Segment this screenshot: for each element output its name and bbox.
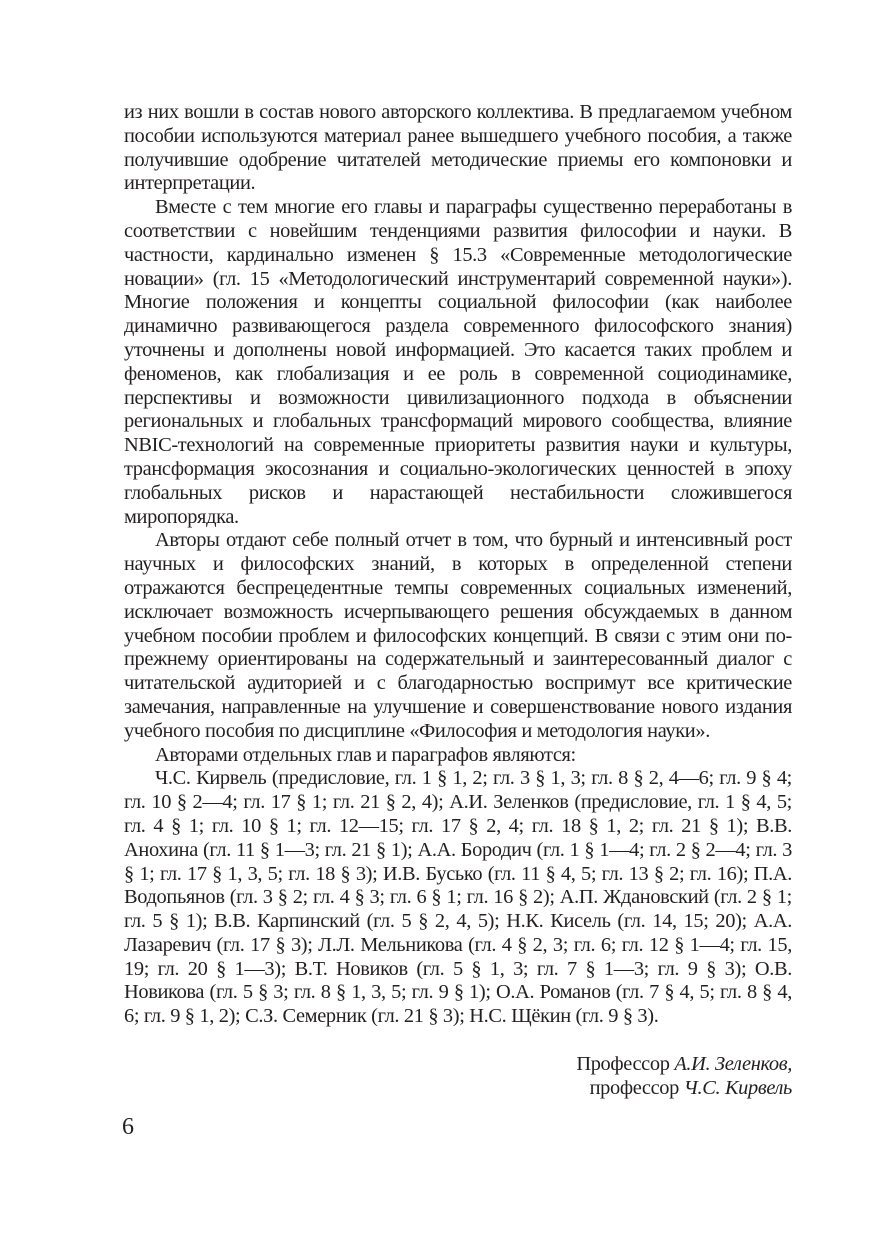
signature-line-2 [576,1076,792,1100]
paragraph-authors-note: Авторы отдают себе полный отчет в том, что бурный и интенсивный рост научных и философских знаний, в которых в определенной степени отражаются беспрецедентные темпы современных социальных изменений, исключает возможность исчерпывающего решения обсуждаемых в данном учебном пособии проблем и философских концепций. В связи с этим они по-прежнему ориентированы на содержательный и заинтересованный диалог с читательской аудиторией и с благодарностью воспримут все критические замечания, направленные на улучшение и совершенствование нового издания учебного пособия по дисциплине «Философия и методология науки». [124,529,792,742]
paragraph-authors-list: Ч.С. Кирвель (предисловие, гл. 1 § 1, 2; гл. 3 § 1, 3; гл. 8 § 2, 4—6; гл. 9 § 4; гл. 10 § 2—4; гл. 17 § 1; гл. 21 § 2, 4); А.И. Зеленков (предисловие, гл. 1 § 4, 5; гл. 4 § 1; гл. 10 § 1; гл. 12—15; гл. 17 § 2, 4; гл. 18 § 1, 2; гл. 21 § 1); В.В. Анохина (гл. 11 § 1—3; гл. 21 § 1); А.А. Бородич (гл. 1 § 1—4; гл. 2 § 2—4; гл. 3 § 1; гл. 17 § 1, 3, 5; гл. 18 § 3); И.В. Бусько (гл. 11 § 4, 5; гл. 13 § 2; гл. 16); П.А. Водопьянов (гл. 3 § 2; гл. 4 § 3; гл. 6 § 1; гл. 16 § 2); А.П. Ждановский (гл. 2 § 1; гл. 5 § 1); В.В. Карпинский (гл. 5 § 2, 4, 5); Н.К. Кисель (гл. 14, 15; 20); А.А. Лазаревич (гл. 17 § 3); Л.Л. Мельникова (гл. 4 § 2, 3; гл. 6; гл. 12 § 1—4; гл. 15, 19; гл. 20 § 1—3); В.Т. Новиков (гл. 5 § 1, 3; гл. 7 § 1—3; гл. 9 § 3); О.В. Новикова (гл. 5 § 3; гл. 8 § 1, 3, 5; гл. 9 § 1); О.А. Романов (гл. 7 § 4, 5; гл. 8 § 4, 6; гл. 9 § 1, 2); С.З. Семерник (гл. 21 § 3); Н.С. Щёкин (гл. 9 § 3). [124,767,792,1028]
signature-name-1: А.И. Зеленков, [674,1053,792,1075]
signature-title-2: профессор [589,1077,684,1099]
signature-block [576,1052,792,1100]
body-text [124,101,792,1029]
paragraph-authors-heading: Авторами отдельных глав и параграфов являются: [155,743,576,766]
paragraph-revisions: Вместе с тем многие его главы и параграфы существенно переработаны в соответствии с новейшим тенденциями развития философии и науки. В частности, кардинально изменен § 15.3 «Современные методологические новации» (гл. 15 «Методологический инструментарий современной науки»). Многие положения и концепты социальной философии (как наиболее динамично развивающегося раздела современного философского знания) уточнены и дополнены новой информацией. Это касается таких проблем и феноменов, как глобализация и ее роль в современной социодинамике, перспективы и возможности цивилизационного подхода в объяснении региональных и глобальных трансформаций мирового сообщества, влияние NBIC-технологий на современные приоритеты развития науки и культуры, трансформация экосознания и социально-экологических ценностей в эпоху глобальных рисков и нарастающей нестабильности сложившегося миропорядка. [124,196,792,528]
page-number: 6 [122,1114,134,1140]
signature-name-2: Ч.С. Кирвель [683,1077,792,1099]
signature-line-1 [576,1052,792,1076]
signature-title-1: Профессор [576,1053,675,1075]
paragraph-continuation: из них вошли в состав нового авторского коллектива. В предлагаемом учебном пособии используются материал ранее вышедшего учебного пособия, а также получившие одобрение читателей методические приемы его компоновки и интерпретации. [124,101,792,195]
